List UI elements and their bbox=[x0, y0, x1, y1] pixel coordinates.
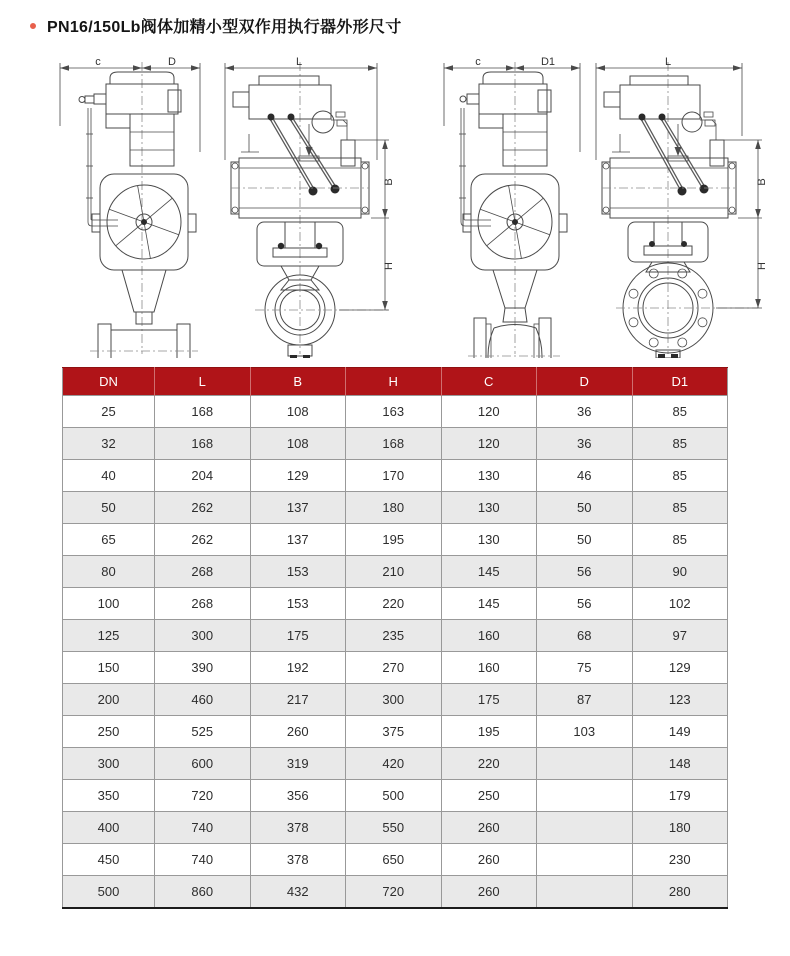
table-cell: 300 bbox=[346, 684, 442, 716]
table-row bbox=[63, 844, 728, 876]
table-cell: 87 bbox=[537, 684, 633, 716]
table-cell: 85 bbox=[632, 524, 728, 556]
table-cell: 160 bbox=[441, 652, 537, 684]
table-cell: 300 bbox=[155, 620, 251, 652]
table-cell: 168 bbox=[346, 428, 442, 460]
table-cell: 32 bbox=[63, 428, 155, 460]
table-cell: 262 bbox=[155, 524, 251, 556]
table-cell: 450 bbox=[63, 844, 155, 876]
table-cell: 210 bbox=[346, 556, 442, 588]
table-cell: 260 bbox=[441, 812, 537, 844]
table-row bbox=[63, 716, 728, 748]
dim-label-D1: D1 bbox=[540, 56, 556, 68]
table-cell: 90 bbox=[632, 556, 728, 588]
table-cell: 150 bbox=[63, 652, 155, 684]
table-cell: 50 bbox=[537, 492, 633, 524]
dim-label-L: L bbox=[664, 56, 672, 68]
dimensions-table bbox=[62, 367, 728, 909]
table-cell: 120 bbox=[441, 396, 537, 428]
table-cell: 36 bbox=[537, 428, 633, 460]
dim-label-B: B bbox=[756, 178, 768, 186]
table-cell: 56 bbox=[537, 588, 633, 620]
table-cell: 25 bbox=[63, 396, 155, 428]
table-cell: 375 bbox=[346, 716, 442, 748]
table-cell: 56 bbox=[537, 556, 633, 588]
table-row bbox=[63, 492, 728, 524]
dim-label-L: L bbox=[295, 56, 303, 68]
table-cell: 85 bbox=[632, 396, 728, 428]
table-row bbox=[63, 876, 728, 908]
table-cell: 137 bbox=[250, 492, 346, 524]
table-cell: 260 bbox=[250, 716, 346, 748]
table-cell: 153 bbox=[250, 588, 346, 620]
table-cell: 168 bbox=[155, 396, 251, 428]
page-title: PN16/150Lb阀体加精小型双作用执行器外形尺寸 bbox=[47, 19, 402, 36]
table-cell: 525 bbox=[155, 716, 251, 748]
table-row bbox=[63, 556, 728, 588]
table-cell: 432 bbox=[250, 876, 346, 908]
table-cell: 270 bbox=[346, 652, 442, 684]
table-cell: 120 bbox=[441, 428, 537, 460]
table-cell: 650 bbox=[346, 844, 442, 876]
table-cell: 145 bbox=[441, 588, 537, 620]
table-cell: 217 bbox=[250, 684, 346, 716]
table-cell: 175 bbox=[250, 620, 346, 652]
table-cell: 300 bbox=[63, 748, 155, 780]
table-cell: 103 bbox=[537, 716, 633, 748]
column-header: DN bbox=[63, 368, 155, 396]
table-row bbox=[63, 524, 728, 556]
bullet-icon bbox=[30, 23, 36, 29]
table-cell: 108 bbox=[250, 396, 346, 428]
table-cell: 230 bbox=[632, 844, 728, 876]
dim-label-c: c bbox=[95, 56, 101, 68]
table-row bbox=[63, 652, 728, 684]
dim-label-c: c bbox=[475, 56, 481, 68]
column-header: C bbox=[441, 368, 537, 396]
table-cell: 195 bbox=[346, 524, 442, 556]
table-cell: 220 bbox=[346, 588, 442, 620]
table-cell: 250 bbox=[63, 716, 155, 748]
table-cell: 268 bbox=[155, 588, 251, 620]
table-cell: 85 bbox=[632, 460, 728, 492]
table-cell: 195 bbox=[441, 716, 537, 748]
table-cell: 68 bbox=[537, 620, 633, 652]
table-cell: 97 bbox=[632, 620, 728, 652]
table-cell bbox=[537, 876, 633, 908]
table-cell: 85 bbox=[632, 428, 728, 460]
table-cell: 160 bbox=[441, 620, 537, 652]
column-header: D1 bbox=[632, 368, 728, 396]
table-row bbox=[63, 460, 728, 492]
table-cell: 130 bbox=[441, 492, 537, 524]
table-cell: 280 bbox=[632, 876, 728, 908]
dim-label-H: H bbox=[756, 262, 768, 270]
table-cell: 420 bbox=[346, 748, 442, 780]
flanged-valve-front-view-drawing bbox=[572, 56, 770, 358]
dim-label-H: H bbox=[383, 262, 395, 270]
flanged-valve-side-view-drawing bbox=[430, 56, 595, 358]
table-cell: 145 bbox=[441, 556, 537, 588]
column-header: H bbox=[346, 368, 442, 396]
table-cell: 260 bbox=[441, 876, 537, 908]
table-cell: 260 bbox=[441, 844, 537, 876]
table-cell: 400 bbox=[63, 812, 155, 844]
table-cell: 378 bbox=[250, 812, 346, 844]
table-cell: 163 bbox=[346, 396, 442, 428]
table-cell: 153 bbox=[250, 556, 346, 588]
wafer-valve-front-view-drawing bbox=[193, 56, 398, 358]
table-cell: 204 bbox=[155, 460, 251, 492]
column-header: D bbox=[537, 368, 633, 396]
wafer-valve-side-view-drawing bbox=[42, 56, 217, 358]
table-cell: 168 bbox=[155, 428, 251, 460]
table-row bbox=[63, 396, 728, 428]
table-cell: 200 bbox=[63, 684, 155, 716]
section-title-row bbox=[30, 14, 402, 37]
table-row bbox=[63, 684, 728, 716]
table-cell: 129 bbox=[250, 460, 346, 492]
table-cell: 130 bbox=[441, 524, 537, 556]
table-cell: 123 bbox=[632, 684, 728, 716]
table-cell: 460 bbox=[155, 684, 251, 716]
table-cell: 235 bbox=[346, 620, 442, 652]
table-cell: 600 bbox=[155, 748, 251, 780]
table-body bbox=[63, 396, 728, 908]
table-cell: 500 bbox=[63, 876, 155, 908]
table-cell: 220 bbox=[441, 748, 537, 780]
table-cell: 180 bbox=[346, 492, 442, 524]
table-cell: 319 bbox=[250, 748, 346, 780]
table-row bbox=[63, 588, 728, 620]
table-cell: 170 bbox=[346, 460, 442, 492]
table-cell: 50 bbox=[63, 492, 155, 524]
table-cell: 50 bbox=[537, 524, 633, 556]
table-cell: 550 bbox=[346, 812, 442, 844]
table-cell: 250 bbox=[441, 780, 537, 812]
dim-label-D: D bbox=[168, 56, 176, 68]
table-cell: 125 bbox=[63, 620, 155, 652]
table-cell: 175 bbox=[441, 684, 537, 716]
table-cell: 180 bbox=[632, 812, 728, 844]
table-cell: 108 bbox=[250, 428, 346, 460]
table-cell: 65 bbox=[63, 524, 155, 556]
table-cell: 80 bbox=[63, 556, 155, 588]
table-cell: 720 bbox=[346, 876, 442, 908]
table-cell: 75 bbox=[537, 652, 633, 684]
table-cell: 130 bbox=[441, 460, 537, 492]
table-header bbox=[63, 368, 728, 396]
table-cell: 129 bbox=[632, 652, 728, 684]
table-cell bbox=[537, 844, 633, 876]
table-cell: 46 bbox=[537, 460, 633, 492]
table-cell: 192 bbox=[250, 652, 346, 684]
header-row bbox=[63, 368, 728, 396]
table-row bbox=[63, 428, 728, 460]
table-cell: 390 bbox=[155, 652, 251, 684]
technical-drawings bbox=[0, 56, 790, 362]
column-header: B bbox=[250, 368, 346, 396]
table-cell: 137 bbox=[250, 524, 346, 556]
table-cell: 148 bbox=[632, 748, 728, 780]
table-cell: 500 bbox=[346, 780, 442, 812]
table-cell: 102 bbox=[632, 588, 728, 620]
table-cell bbox=[537, 780, 633, 812]
table-cell: 262 bbox=[155, 492, 251, 524]
table-cell: 356 bbox=[250, 780, 346, 812]
table-cell: 149 bbox=[632, 716, 728, 748]
table-cell: 36 bbox=[537, 396, 633, 428]
table-cell: 740 bbox=[155, 812, 251, 844]
table-row bbox=[63, 812, 728, 844]
table-cell: 100 bbox=[63, 588, 155, 620]
table-row bbox=[63, 620, 728, 652]
table-row bbox=[63, 748, 728, 780]
table-cell: 268 bbox=[155, 556, 251, 588]
table-cell bbox=[537, 812, 633, 844]
table-cell: 85 bbox=[632, 492, 728, 524]
table-cell: 378 bbox=[250, 844, 346, 876]
table-cell: 350 bbox=[63, 780, 155, 812]
table-cell bbox=[537, 748, 633, 780]
table-cell: 179 bbox=[632, 780, 728, 812]
table-cell: 720 bbox=[155, 780, 251, 812]
dim-label-B: B bbox=[383, 178, 395, 186]
table-cell: 740 bbox=[155, 844, 251, 876]
table-row bbox=[63, 780, 728, 812]
column-header: L bbox=[155, 368, 251, 396]
table-cell: 40 bbox=[63, 460, 155, 492]
table-cell: 860 bbox=[155, 876, 251, 908]
